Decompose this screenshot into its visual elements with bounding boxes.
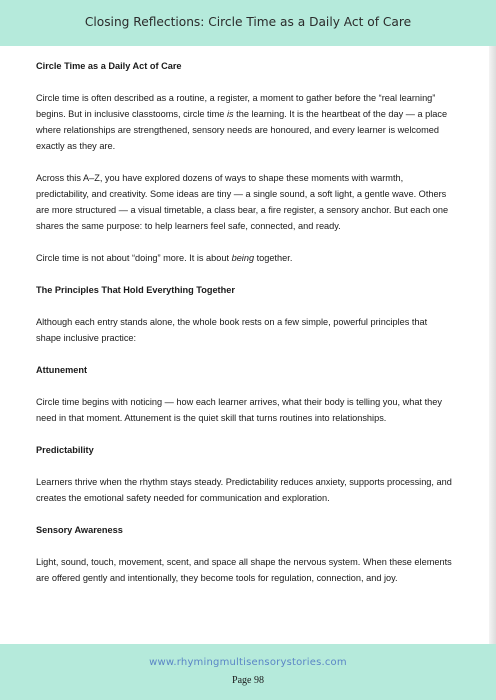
paragraph: Across this A–Z, you have explored dozens of ways to shape these moments with warmth, predictability, and creativity. Some ideas are tiny — a single sound, a soft light, a gentle wave. Others are more structured — a visual timetable, a class bear, a fire register, a sensory anchor. But each one shares the same purpose: to help learners feel safe, connected, and ready. xyxy=(36,173,449,231)
page-number: Page 98 xyxy=(232,675,264,686)
subsection-heading-predictability: Predictability xyxy=(36,445,94,455)
emphasis-text: is xyxy=(226,109,234,119)
page-content xyxy=(36,58,454,602)
paragraph-text: Circle time is not about “doing” more. It is about xyxy=(36,253,232,263)
paragraph: Although each entry stands alone, the whole book rests on a few simple, powerful principles that shape inclusive practice: xyxy=(36,317,428,343)
paragraph xyxy=(36,90,454,154)
emphasis-text: being xyxy=(231,253,255,263)
subsection-heading-attunement: Attunement xyxy=(36,365,88,375)
website-link[interactable]: www.rhymingmultisensorystories.com xyxy=(149,657,347,668)
paragraph-text: together. xyxy=(254,253,293,263)
paragraph xyxy=(36,250,454,266)
section-heading: Circle Time as a Daily Act of Care xyxy=(36,61,182,71)
page-header xyxy=(0,0,496,46)
page-edge-shadow xyxy=(489,46,496,644)
subsection-heading-sensory-awareness: Sensory Awareness xyxy=(36,525,123,535)
section-heading: The Principles That Hold Everything Together xyxy=(36,285,235,295)
paragraph-text: the learning. It is the heartbeat of the day — a place where relationships are strengthened, sensory needs are honoured, and every learner is welcomed exactly as they are. xyxy=(36,109,448,151)
paragraph: Light, sound, touch, movement, scent, and space all shape the nervous system. When these elements are offered gently and intentionally, they become tools for regulation, connection, and joy. xyxy=(36,557,452,583)
paragraph: Circle time begins with noticing — how each learner arrives, what their body is telling you, what they need in that moment. Attunement is the quiet skill that turns routines into relationships. xyxy=(36,397,442,423)
paragraph-text: Circle time is often described as a routine, a register, a moment to gather before the “real learning” begins. But in inclusive classtooms, circle time xyxy=(36,93,436,119)
header-title: Closing Reflections: Circle Time as a Daily Act of Care xyxy=(84,15,412,29)
page-footer xyxy=(0,644,496,700)
paragraph: Learners thrive when the rhythm stays steady. Predictability reduces anxiety, supports processing, and creates the emotional safety needed for communication and exploration. xyxy=(36,477,452,503)
